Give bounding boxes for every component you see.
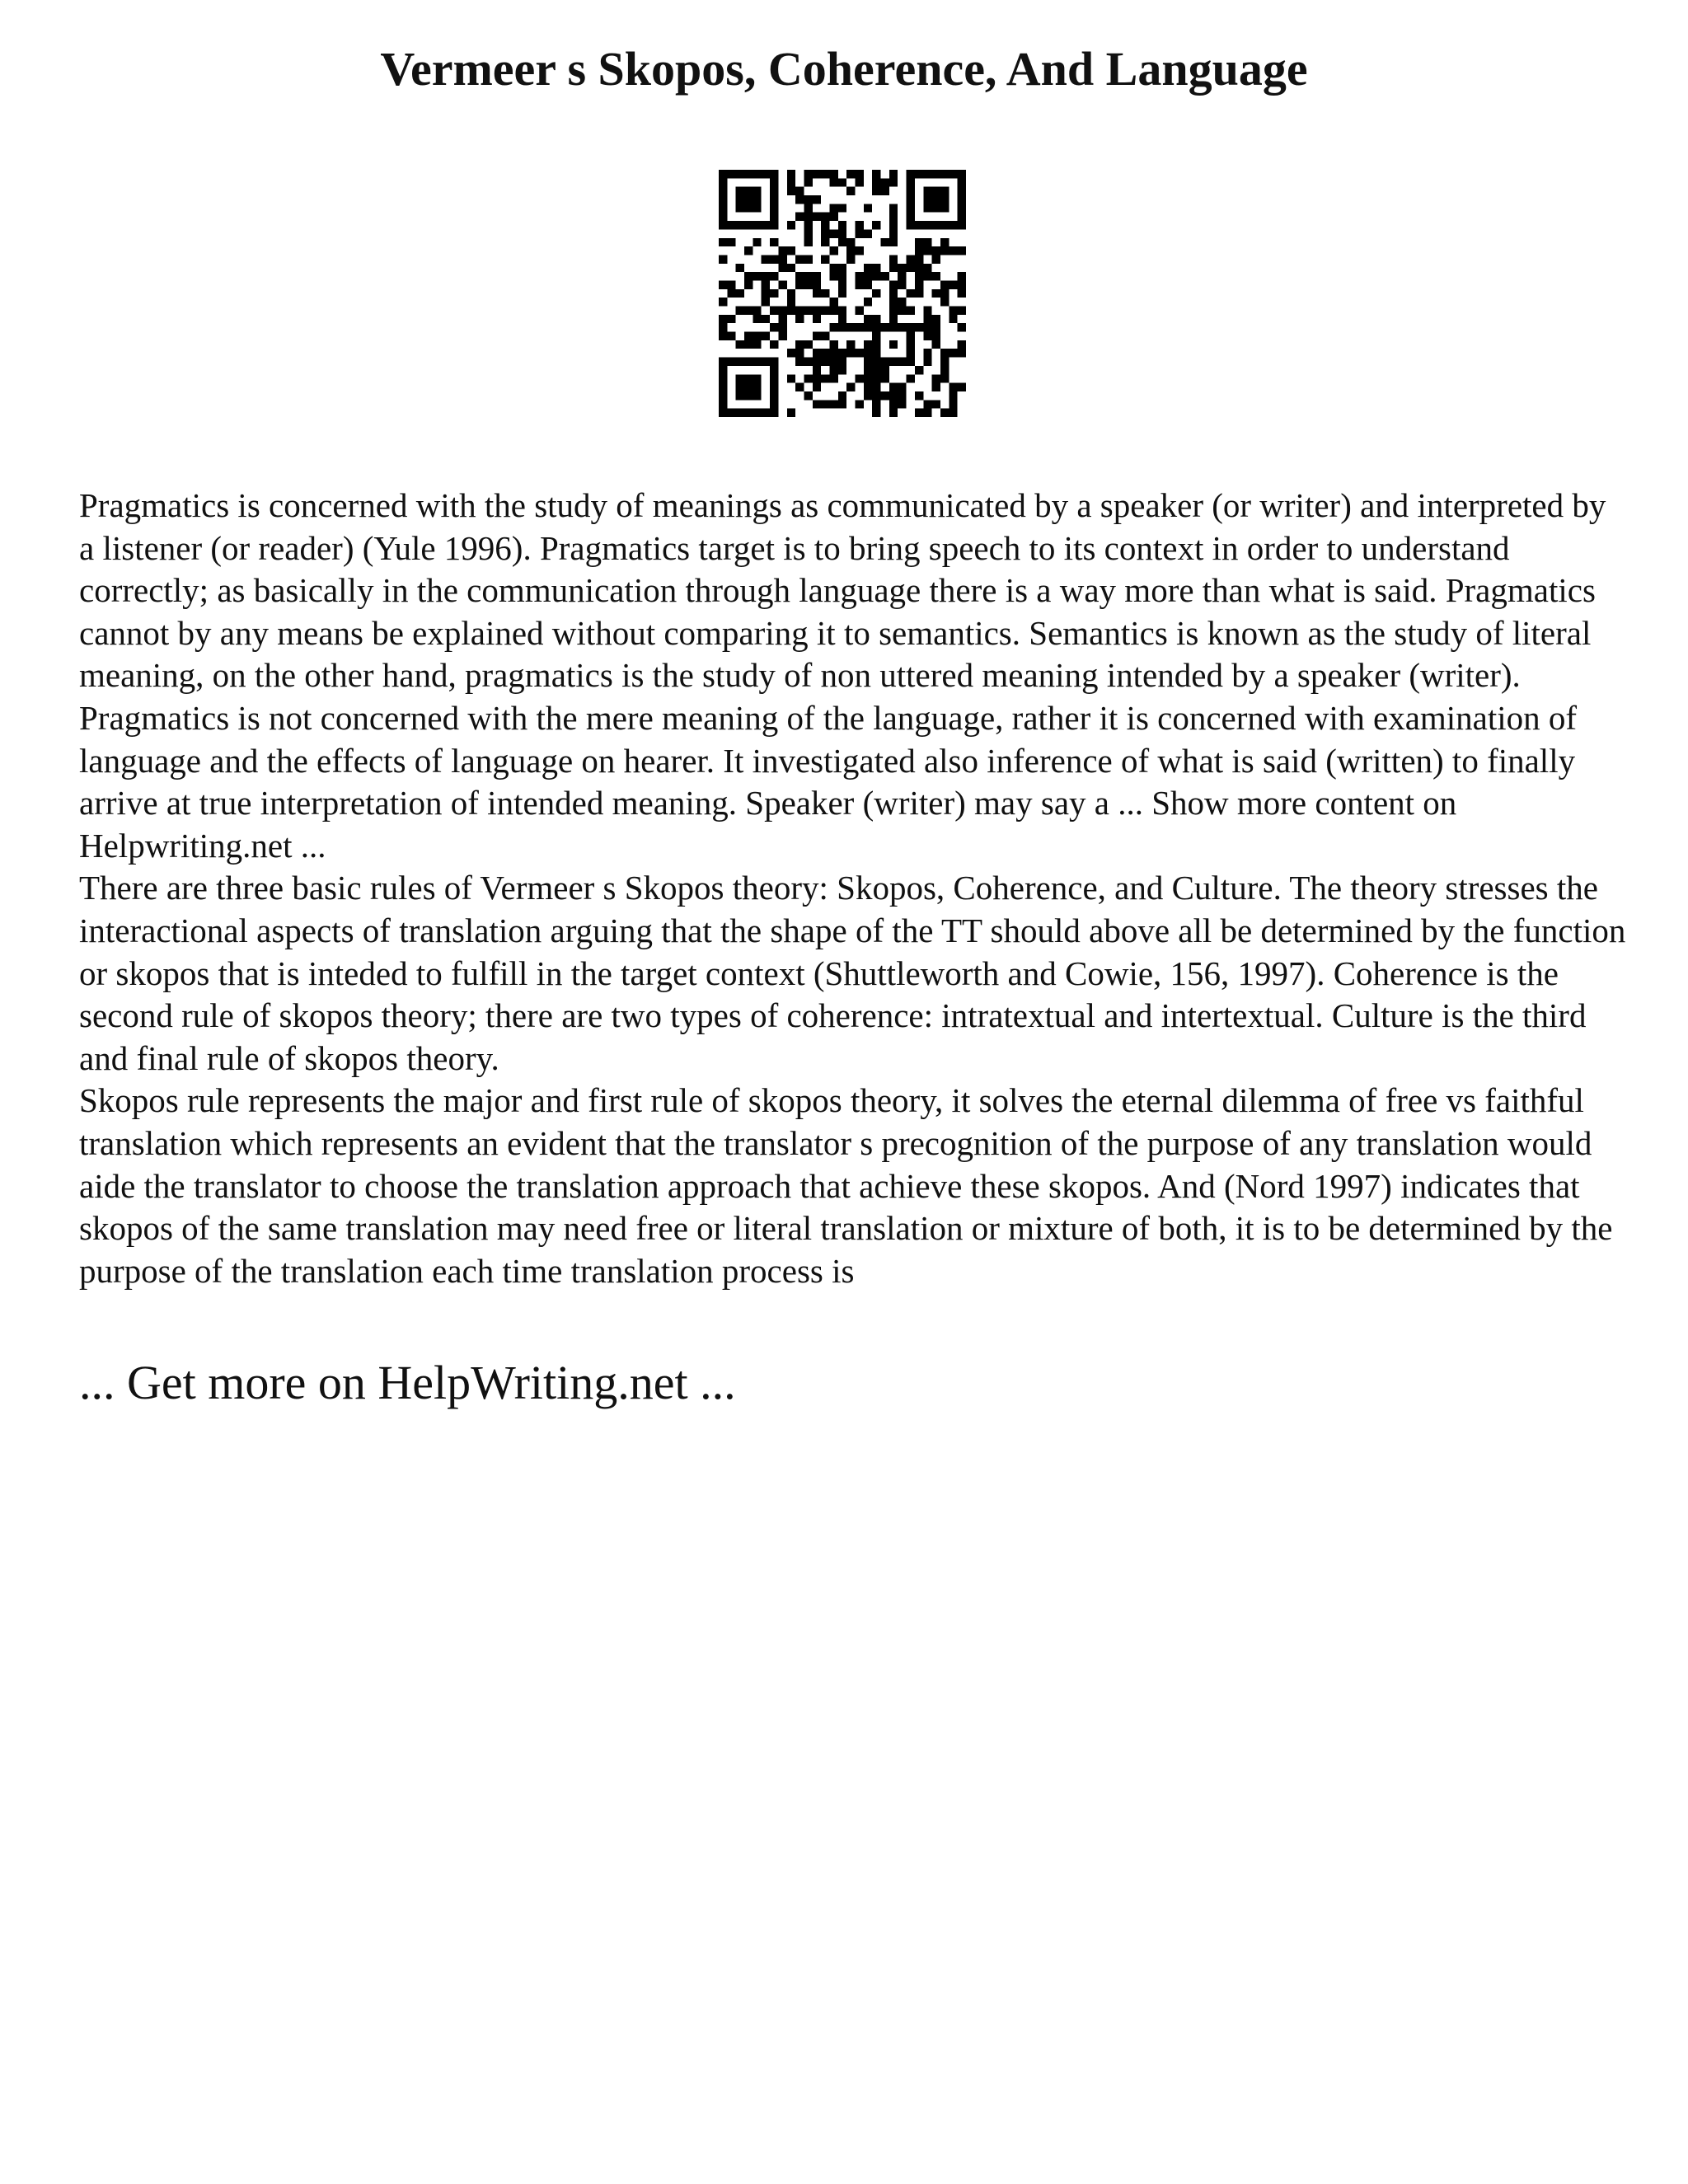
paragraph-skopos-rule: Skopos rule represents the major and first rule of skopos theory, it solves the eternal dilemma of free vs faithful translation which represents an evident that the translator s precognition of the purpose of any translation would aide the translator to choose the translation approach that achieve these skopos. And (Nord 1997) indicates that skopos of the same translation may need free or literal translation or mixture of both, it is to be determined by the purpose of the translation each time translation process is: [79, 1081, 1613, 1290]
document-title: Vermeer s Skopos, Coherence, And Language: [380, 42, 1308, 96]
paragraph-pragmatics: Pragmatics is concerned with the study of meanings as communicated by a speaker (or writer) and interpreted by a listener (or reader) (Yule 1996). Pragmatics target is to bring speech to its context in order to understand correctly; as basically in the communication through language there is a way more than what is said. Pragmatics cannot by any means be explained without comparing it to semantics. Semantics is known as the study of literal meaning, on the other hand, pragmatics is the study of non uttered meaning intended by a speaker (writer). Pragmatics is not concerned with the mere meaning of the language, rather it is concerned with examination of language and the effects of language on hearer. It investigated also inference of what is said (written) to finally arrive at true interpretation of intended meaning. Speaker (writer) may say a ... Show more content on Helpwriting.net ...: [79, 486, 1606, 865]
paragraph-skopos-rules: There are three basic rules of Vermeer s Skopos theory: Skopos, Coherence, and Culture. The theory stresses the interactional aspects of translation arguing that the shape of the TT should above all be determined by the function or skopos that is inteded to fulfill in the target context (Shuttleworth and Cowie, 156, 1997). Coherence is the second rule of skopos theory; there are two types of coherence: intratextual and intertextual. Culture is the third and final rule of skopos theory.: [79, 869, 1626, 1077]
qr-code-icon: [719, 170, 966, 417]
document-body: [79, 485, 1629, 1292]
qr-code: [719, 170, 966, 417]
get-more-link[interactable]: ... Get more on HelpWriting.net ...: [79, 1356, 736, 1409]
